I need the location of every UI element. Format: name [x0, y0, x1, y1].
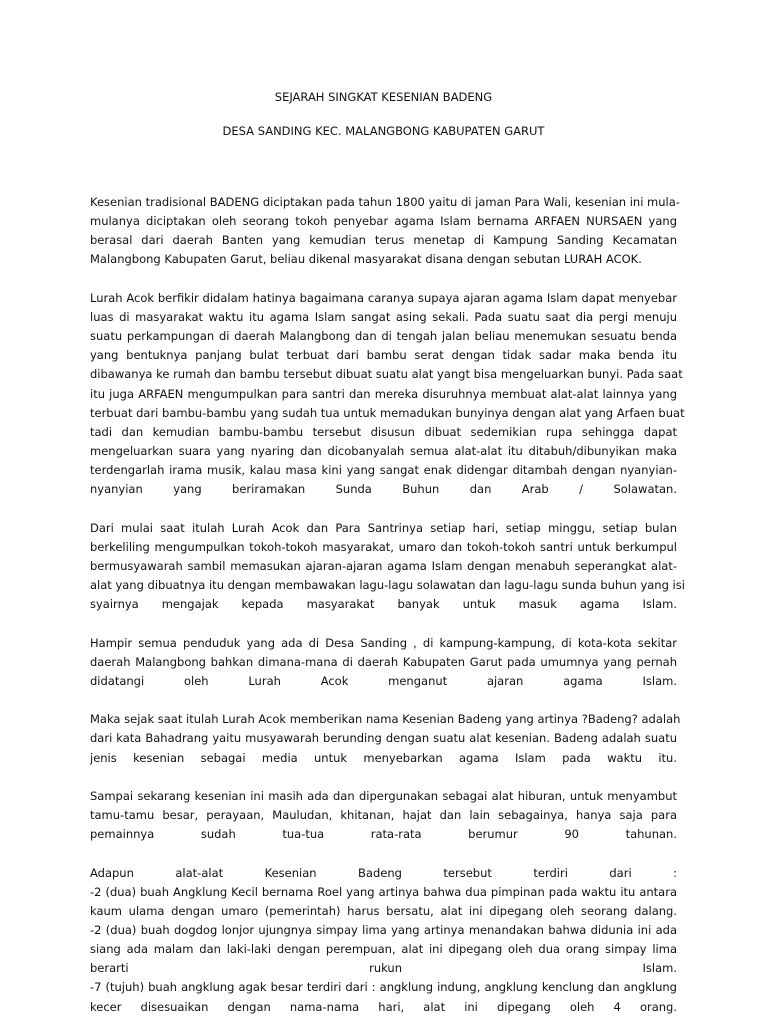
- paragraph: [90, 864, 677, 1017]
- paragraph-line: siang ada malam dan laki-laki dengan perempuan, alat ini dipegang oleh dua orang simpay lima: [90, 942, 677, 957]
- paragraph: [90, 710, 681, 767]
- paragraph-line: pemainnya sudah tua-tua rata-rata berumur 90 tahunan.: [90, 827, 677, 842]
- paragraph-line: Lurah Acok berfikir didalam hatinya bagaimana caranya supaya ajaran agama Islam dapat menyebar: [90, 291, 677, 306]
- paragraph: [90, 787, 677, 844]
- paragraph: [90, 634, 677, 691]
- paragraph-line: -7 (tujuh) buah angklung agak besar terdiri dari : angklung indung, angklung kenclung dan angklung: [90, 980, 677, 995]
- paragraph-line: -2 (dua) buah Angklung Kecil bernama Roel yang artinya bahwa dua pimpinan pada waktu itu antara: [90, 885, 677, 899]
- paragraph-line: berkeliling mengumpulkan tokoh-tokoh masyarakat, umaro dan tokoh-tokoh santri untuk berkumpul: [90, 539, 677, 554]
- document-title: SEJARAH SINGKAT KESENIAN BADENG: [274, 90, 493, 104]
- paragraph-line: berarti rukun Islam.: [90, 961, 677, 976]
- paragraph-line: tadi dan kemudian bambu-bambu tersebut disusun dibuat sedemikian rupa sehingga dapat: [90, 424, 677, 439]
- document-body: [90, 193, 685, 1016]
- paragraph-line: mengeluarkan suara yang nyaring dan dicobanyalah semua alat-alat itu ditabuh/dibunyikan maka: [90, 443, 677, 458]
- paragraph-line: Malangbong Kabupaten Garut, beliau dikenal masyarakat disana dengan sebutan LURAH ACOK.: [90, 252, 642, 267]
- paragraph-line: bermusyawarah sambil memasukan ajaran-ajaran agama Islam dengan menabuh seperangkat alat-: [90, 558, 677, 573]
- paragraph-line: terbuat dari bambu-bambu yang sudah tua untuk memadukan bunyinya dengan alat yang Arfaen buat: [90, 405, 685, 420]
- paragraph-line: kecer disesuaikan dengan nama-nama hari, alat ini dipegang oleh 4 orang.: [90, 999, 677, 1014]
- paragraph-line: luas di masyarakat waktu itu agama Islam sangat asing sekali. Pada suatu saat dia pergi menuju: [90, 310, 677, 325]
- paragraph-line: Kesenian tradisional BADENG diciptakan pada tahun 1800 yaitu di jaman Para Wali, kesenian ini mula-: [90, 195, 680, 210]
- paragraph-line: Adapun alat-alat Kesenian Badeng tersebut terdiri dari :: [90, 865, 677, 880]
- paragraph-line: daerah Malangbong bahkan dimana-mana di daerah Kabupaten Garut pada umumnya yang pernah: [90, 654, 677, 669]
- paragraph-line: Hampir semua penduduk yang ada di Desa Sanding , di kampung-kampung, di kota-kota sekitar: [90, 635, 677, 650]
- paragraph-line: Sampai sekarang kesenian ini masih ada dan dipergunakan sebagai alat hiburan, untuk menyambut: [90, 789, 677, 804]
- paragraph-line: alat yang dibuatnya itu dengan membawakan lagu-lagu solawatan dan lagu-lagu sunda buhun yang isi: [90, 577, 685, 592]
- paragraph-line: syairnya mengajak kepada masyarakat banyak untuk masuk agama Islam.: [90, 596, 677, 611]
- paragraph-line: yang bentuknya panjang bulat terbuat dari bambu serat dengan tidak sadar maka benda itu: [90, 348, 677, 363]
- paragraph-line: kaum ulama dengan umaro (pemerintah) harus bersatu, alat ini dipegang oleh seorang dalang.: [90, 904, 677, 919]
- paragraph-line: nyanyian yang beriramakan Sunda Buhun dan Arab / Solawatan.: [90, 482, 677, 496]
- paragraph: [90, 519, 685, 614]
- paragraph-line: didatangi oleh Lurah Acok menganut ajaran agama Islam.: [90, 673, 677, 688]
- document-subtitle: DESA SANDING KEC. MALANGBONG KABUPATEN GARUT: [222, 124, 545, 139]
- paragraph-line: Dari mulai saat itulah Lurah Acok dan Para Santrinya setiap hari, setiap minggu, setiap bulan: [90, 520, 677, 535]
- paragraph: [90, 193, 680, 269]
- paragraph-line: dari kata Bahadrang yaitu musyawarah berunding dengan suatu alat kesenian. Badeng adalah suatu: [90, 731, 677, 746]
- paragraph-line: dibawanya ke rumah dan bambu tersebut dibuat suatu alat yangt bisa mengeluarkan bunyi. Pada saat: [90, 367, 683, 382]
- paragraph-line: terdengarlah irama musik, kalau masa kini yang sangat enak didengar ditambah dengan nyanyian-: [90, 462, 677, 477]
- paragraph-line: Maka sejak saat itulah Lurah Acok memberikan nama Kesenian Badeng yang artinya ?Badeng? adalah: [90, 712, 681, 727]
- document-page: [90, 88, 685, 1036]
- paragraph-line: mulanya diciptakan oleh seorang tokoh penyebar agama Islam bernama ARFAEN NURSAEN yang: [90, 214, 677, 229]
- paragraph: [90, 289, 685, 499]
- paragraph-line: tamu-tamu besar, perayaan, Mauludan, khitanan, hajat dan lain sebagainya, hanya saja para: [90, 808, 677, 823]
- paragraph-line: jenis kesenian sebagai media untuk menyebarkan agama Islam pada waktu itu.: [90, 750, 677, 765]
- paragraph-line: suatu perkampungan di daerah Malangbong dan di tengah jalan beliau menemukan sesuatu benda: [90, 329, 677, 344]
- paragraph-line: berasal dari daerah Banten yang kemudian terus menetap di Kampung Sanding Kecamatan: [90, 233, 677, 248]
- paragraph-line: itu juga ARFAEN mengumpulkan para santri dan mereka disuruhnya membuat alat-alat lainnya yang: [90, 386, 677, 401]
- paragraph-line: -2 (dua) buah dogdog lonjor ujungnya simpay lima yang artinya menandakan bahwa didunia ini ada: [90, 923, 677, 938]
